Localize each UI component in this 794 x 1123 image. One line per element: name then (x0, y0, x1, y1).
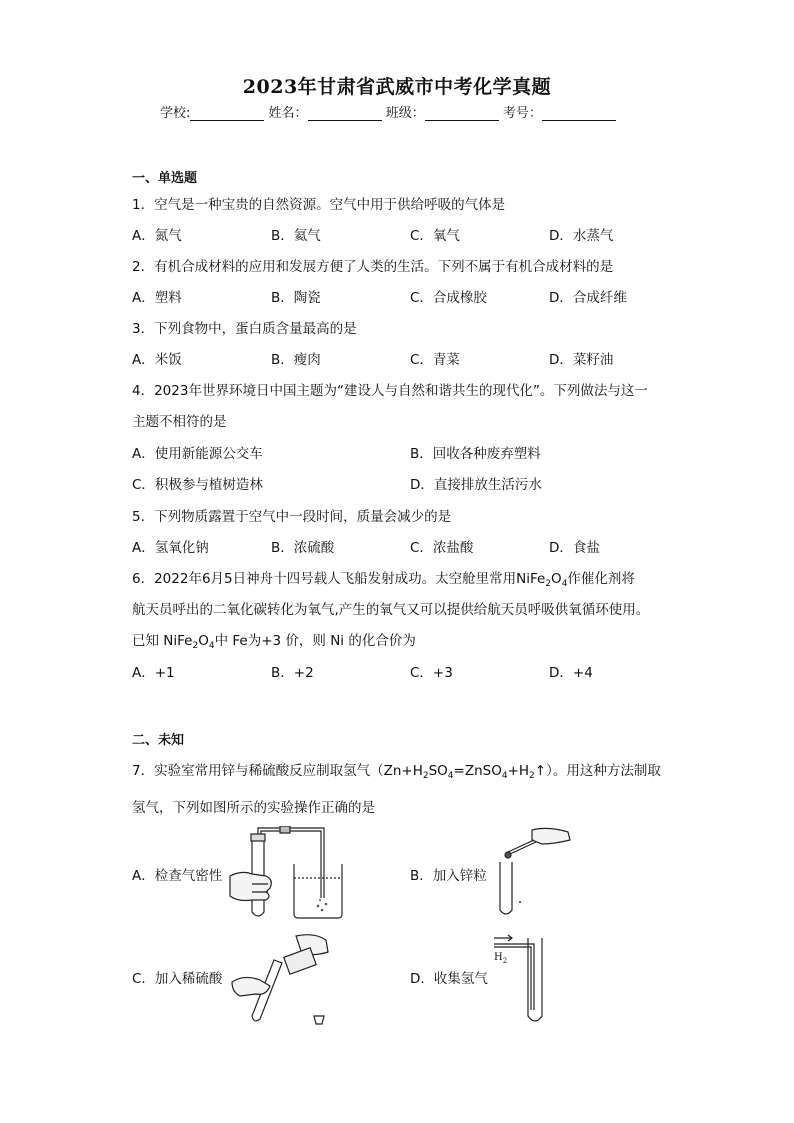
question-6-option-a: A．+1 (132, 665, 175, 681)
q6-text: O (551, 571, 562, 587)
question-5-option-c: C．浓盐酸 (410, 540, 474, 556)
q7-text: =ZnSO (453, 763, 502, 779)
q7-subscript: 2 (529, 771, 535, 781)
q6-subscript: 4 (561, 579, 568, 589)
q6-subscript: 2 (545, 579, 552, 589)
class-label: 班级： (385, 106, 425, 121)
question-2-option-d: D．合成纤维 (549, 290, 627, 306)
airtightness-check-figure (222, 826, 352, 922)
section-heading-single-choice: 一、单选题 (132, 171, 198, 186)
section-heading-unknown: 二、未知 (132, 733, 185, 748)
question-7-option-c: C．加入稀硫酸 (132, 971, 223, 987)
add-dilute-acid-figure (230, 930, 340, 1026)
question-1-option-b: B．氦气 (271, 228, 321, 244)
name-label: 姓名： (268, 106, 308, 121)
q7-text: SO (428, 763, 448, 779)
question-4-option-b: B．回收各种废弃塑料 (410, 446, 541, 462)
question-2-stem: 2．有机合成材料的应用和发展方便了人类的生活。下列不属于有机合成材料的是 (132, 259, 614, 275)
question-3-option-a: A．米饭 (132, 352, 182, 368)
q6-text: O (198, 633, 209, 649)
q7-subscript: 4 (501, 771, 508, 781)
question-3-stem: 3．下列食物中，蛋白质含量最高的是 (132, 321, 357, 337)
school-label: 学校: (160, 106, 191, 121)
question-3-option-b: B．瘦肉 (271, 352, 321, 368)
question-1-option-c: C．氧气 (410, 228, 460, 244)
q6-text: 中 Fe为+3 价，则 Ni 的化合价为 (214, 633, 416, 649)
question-7-option-d: D．收集氢气 (410, 971, 488, 987)
question-1-stem: 1．空气是一种宝贵的自然资源。空气中用于供给呼吸的气体是 (132, 197, 506, 213)
question-7-stem-line2: 氢气，下列如图所示的实验操作正确的是 (132, 800, 375, 816)
question-4-stem-line1: 4．2023年世界环境日中国主题为“建设人与自然和谐共生的现代化”。下列做法与这一 (132, 383, 648, 399)
question-2-option-a: A．塑料 (132, 290, 182, 306)
question-6-option-d: D．+4 (549, 665, 593, 681)
student-info-line (160, 102, 616, 121)
question-6-stem-line2: 航天员呼出的二氧化碳转化为氧气,产生的氧气又可以提供给航天员呼吸供氧循环使用。 (132, 602, 650, 618)
school-blank[interactable] (190, 106, 264, 121)
q6-text: 已知 NiFe (132, 633, 193, 649)
question-7-option-b: B．加入锌粒 (410, 868, 487, 884)
q6-subscript: 2 (192, 641, 199, 651)
q7-text: ↑）。用这种方法制取 (534, 763, 661, 779)
question-7-stem-line1 (132, 759, 661, 779)
h2-label-subscript: 2 (502, 957, 508, 965)
class-blank[interactable] (425, 106, 499, 121)
question-7-option-a: A．检查气密性 (132, 868, 223, 884)
question-4-option-a: A．使用新能源公交车 (132, 446, 263, 462)
question-1-option-d: D．水蒸气 (549, 228, 614, 244)
question-5-option-a: A．氢氧化钠 (132, 540, 209, 556)
q7-subscript: 2 (422, 771, 429, 781)
question-4-option-d: D．直接排放生活污水 (410, 477, 542, 493)
question-6-stem-line1 (132, 567, 635, 587)
q7-text: 7．实验室常用锌与稀硫酸反应制取氢气（Zn+H (132, 763, 423, 779)
q6-subscript: 4 (208, 641, 215, 651)
question-4-option-c: C．积极参与植树造林 (132, 477, 263, 493)
add-zinc-granules-figure (488, 826, 576, 920)
collect-hydrogen-figure (488, 930, 558, 1026)
q7-subscript: 4 (447, 771, 454, 781)
h2-label-text: H (494, 952, 503, 963)
exam-no-blank[interactable] (542, 106, 616, 121)
q7-text: +H (507, 763, 530, 779)
question-5-option-b: B．浓硫酸 (271, 540, 335, 556)
h2-label (494, 952, 507, 965)
question-5-stem: 5．下列物质露置于空气中一段时间，质量会减少的是 (132, 509, 452, 525)
question-2-option-b: B．陶瓷 (271, 290, 321, 306)
question-3-option-c: C．青菜 (410, 352, 460, 368)
exam-no-label: 考号： (502, 106, 542, 121)
name-blank[interactable] (308, 106, 382, 121)
question-5-option-d: D．食盐 (549, 540, 600, 556)
question-1-option-a: A．氮气 (132, 228, 182, 244)
q6-text: 6．2022年6月5日神舟十四号载人飞船发射成功。太空舱里常用NiFe (132, 571, 546, 587)
question-6-option-c: C．+3 (410, 665, 453, 681)
question-4-stem-line2: 主题不相符的是 (132, 414, 227, 430)
q6-text: 作催化剂将 (567, 571, 635, 587)
page-title: 2023年甘肃省武威市中考化学真题 (242, 76, 552, 98)
question-6-option-b: B．+2 (271, 665, 314, 681)
question-6-stem-line3 (132, 629, 416, 649)
question-2-option-c: C．合成橡胶 (410, 290, 487, 306)
question-3-option-d: D．菜籽油 (549, 352, 614, 368)
